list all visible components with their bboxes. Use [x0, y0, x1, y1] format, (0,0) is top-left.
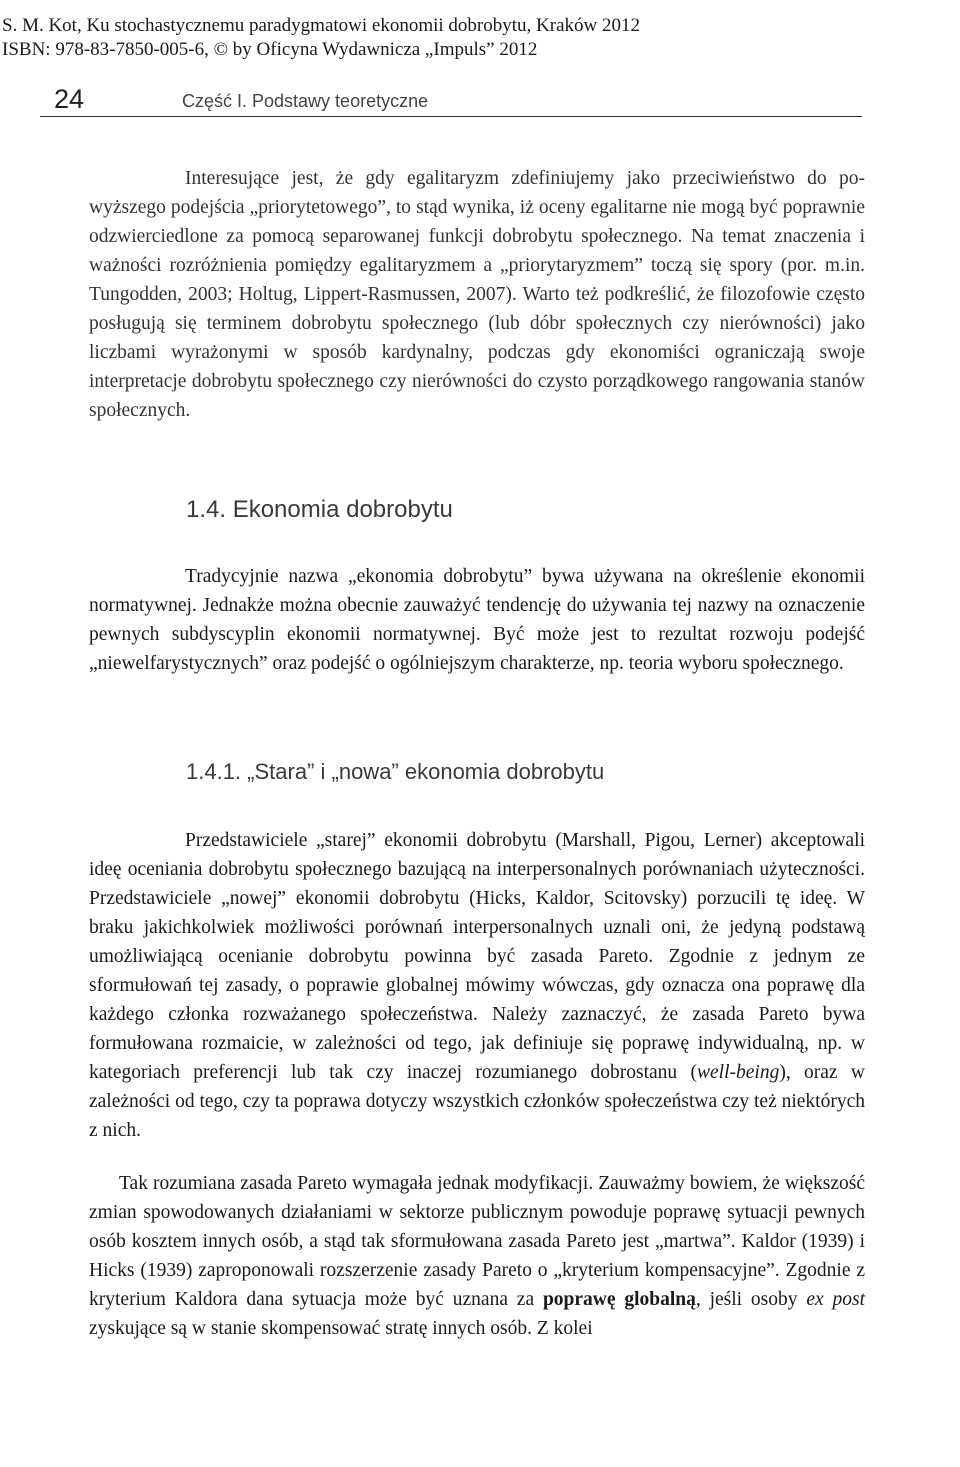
section-heading-1-4-1: 1.4.1. „Stara” i „nowa” ekonomia dobrobytu — [186, 759, 605, 784]
section-1-4-1-paragraph-2-block — [89, 1169, 865, 1343]
section-1-4-1-paragraph-1 — [89, 826, 865, 1145]
p2-bold-term: poprawę globalną — [542, 1289, 696, 1310]
p1-text-after: ), oraz w zależności od tego, czy ta poprawa dotyczy wszystkich członków społeczeństwa czy też niektórych z nich. — [89, 1062, 865, 1141]
page-number: 24 — [54, 84, 85, 114]
p2-text-before: Tak rozumiana zasada Pareto wymagała jednak modyfikacji. Zauważmy bowiem, że większość zmian spowodowanych działaniami w sektorze publicznym powoduje poprawę sytuacji pewnych osób kosztem innych osób, a stąd tak sformułowana zasada Pareto jest „martwa”. Kaldor (1939) i Hicks (1939) zaproponowali rozszerzenie zasady Pareto o „kryterium kompensacyjne”. Zgodnie z kryterium Kaldora dana sytuacja może być uznana za — [89, 1173, 865, 1310]
running-section-title: Część I. Podstawy teoretyczne — [182, 91, 429, 111]
section-1-4-1-paragraph-2 — [89, 1169, 865, 1343]
intro-paragraph-block — [89, 164, 865, 425]
p1-text-before: Przedstawiciele „starej” ekonomii dobrobytu (Marshall, Pigou, Lerner) akceptowali ideę oceniania dobrobytu społecznego bazującą na interpersonalnych porównaniach użyteczności. Przedstawiciele „nowej” ekonomii dobrobytu (Hicks, Kaldor, Scitovsky) porzucili tę ideę. W braku jakichkolwiek możliwości porównań interpersonalnych uznali oni, że jedyną podstawą umożliwiającą ocenianie dobrobytu powinna być zasada Pareto. Zgodnie z jednym ze sformułowań tej zasady, o poprawie globalnej mówimy wówczas, gdy oznacza ona poprawę dla każdego członka rozważanego społeczeństwa. Należy zaznaczyć, że zasada Pareto bywa formułowana rozmaicie, w zależności od tego, jak definiuje się poprawę indywidualną, np. w kategoriach preferencji lub tak czy inaczej rozumianego dobrostanu ( — [89, 830, 865, 1083]
citation-line-title: S. M. Kot, Ku stochastycznemu paradygmatowi ekonomii dobrobytu, Kraków 2012 — [2, 15, 640, 36]
intro-paragraph: Interesujące jest, że gdy egalitaryzm zdefiniujemy jako przeciwieństwo do powyższego podejścia „priorytetowego”, to stąd wynika, iż oceny egalitarne nie mogą być poprawnie odzwierciedlone za pomocą separowanej funkcji dobrobytu społecznego. Na temat znaczenia i ważności rozróżnienia pomiędzy egalitaryzmem a „priorytaryzmem” toczą się spory (por. m.in. Tungodden, 2003; Holtug, Lippert-Rasmussen, 2007). Warto też podkreślić, że filozofowie często posługują się terminem dobrobytu społecznego (lub dóbr społecznych czy nierówności) jako liczbami wyrażonymi w sposób kardynalny, podczas gdy ekonomiści ograniczają swoje interpretacje dobrobytu społecznego czy nierówności do czysto porządkowego rangowania stanów społecznych. — [89, 168, 865, 421]
citation-block — [2, 14, 640, 62]
p2-italic-term: ex post — [806, 1289, 865, 1310]
running-header — [40, 84, 862, 117]
section-1-4-1-paragraph-1-block — [89, 826, 865, 1145]
section-heading-1-4: 1.4. Ekonomia dobrobytu — [186, 496, 453, 523]
p1-italic-term: well-being — [697, 1062, 780, 1083]
section-1-4-paragraph-block — [89, 562, 865, 678]
p2-text-after: zyskujące są w stanie skompensować stratę innych osób. Z kolei — [89, 1318, 593, 1339]
citation-line-isbn: ISBN: 978-83-7850-005-6, © by Oficyna Wydawnicza „Impuls” 2012 — [2, 39, 538, 60]
section-1-4-paragraph: Tradycyjnie nazwa „ekonomia dobrobytu” bywa używana na określenie ekonomii normatywnej. Jednakże można obecnie zauważyć tendencję do używania tej nazwy na oznaczenie pewnych subdyscyplin ekonomii normatywnej. Być może jest to rezultat rozwoju podejść „niewelfarystycznych” oraz podejść o ogólniejszym charakterze, np. teoria wyboru społecznego. — [89, 566, 865, 674]
p2-text-middle: , jeśli osoby — [695, 1289, 807, 1310]
